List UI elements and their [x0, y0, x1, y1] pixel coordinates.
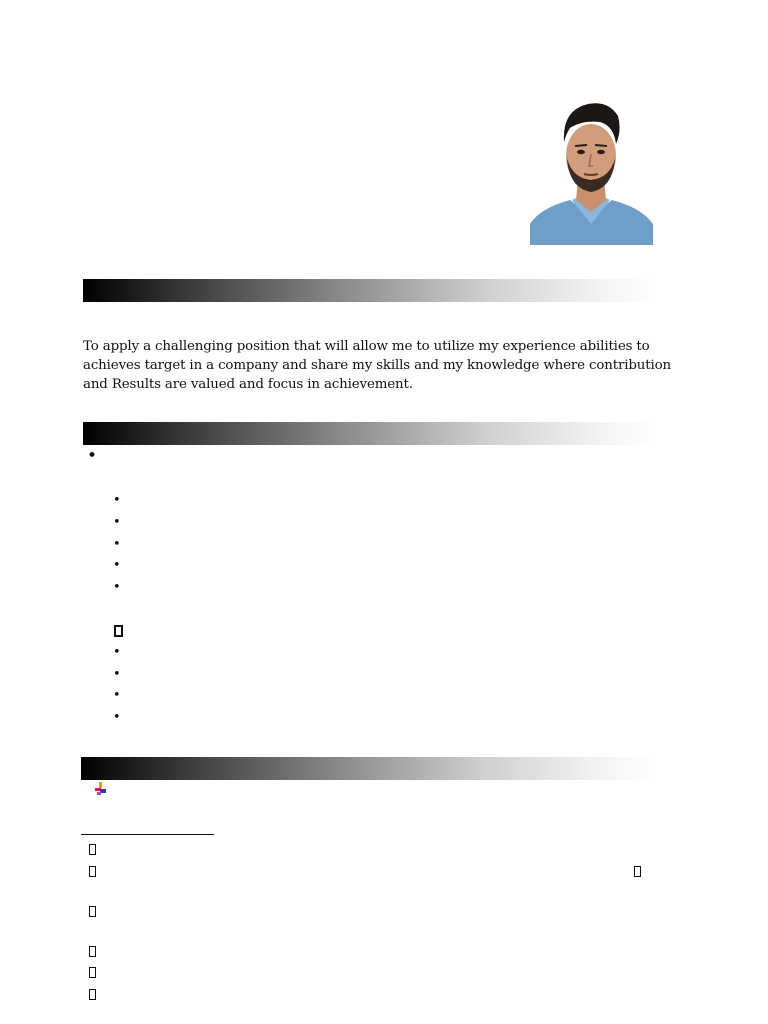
missing-glyph-icon: [114, 625, 123, 637]
horizontal-rule: [81, 834, 214, 835]
section-header-bar-objective: [83, 279, 658, 302]
profile-photo: [530, 96, 653, 245]
bullet-marker: •: [113, 493, 121, 508]
bullet-marker: •: [113, 645, 121, 660]
bullet-marker: •: [113, 667, 121, 682]
objective-paragraph: To apply a challenging position that will allow me to utilize my experience abilities to achieves target in a company and share my skills and my knowledge where contribution and Results are valued and focus in achievement.: [83, 339, 672, 393]
missing-glyph-icon: [89, 989, 96, 1000]
missing-glyph-icon: [89, 906, 96, 917]
bullet-marker: •: [113, 558, 121, 573]
embedded-object-icon: [95, 781, 107, 795]
missing-glyph-icon: [634, 866, 641, 877]
missing-glyph-icon: [89, 844, 96, 855]
bullet-marker: •: [113, 580, 121, 595]
bullet-marker: •: [113, 515, 121, 530]
bullet-marker: •: [113, 537, 121, 552]
bullet-marker: •: [87, 446, 98, 466]
section-header-bar-details: [81, 757, 656, 780]
missing-glyph-icon: [89, 866, 96, 877]
bullet-marker: •: [113, 688, 121, 703]
bullet-marker: •: [113, 710, 121, 725]
missing-glyph-icon: [89, 946, 96, 957]
section-header-bar-skills: [83, 422, 658, 445]
missing-glyph-icon: [89, 967, 96, 978]
